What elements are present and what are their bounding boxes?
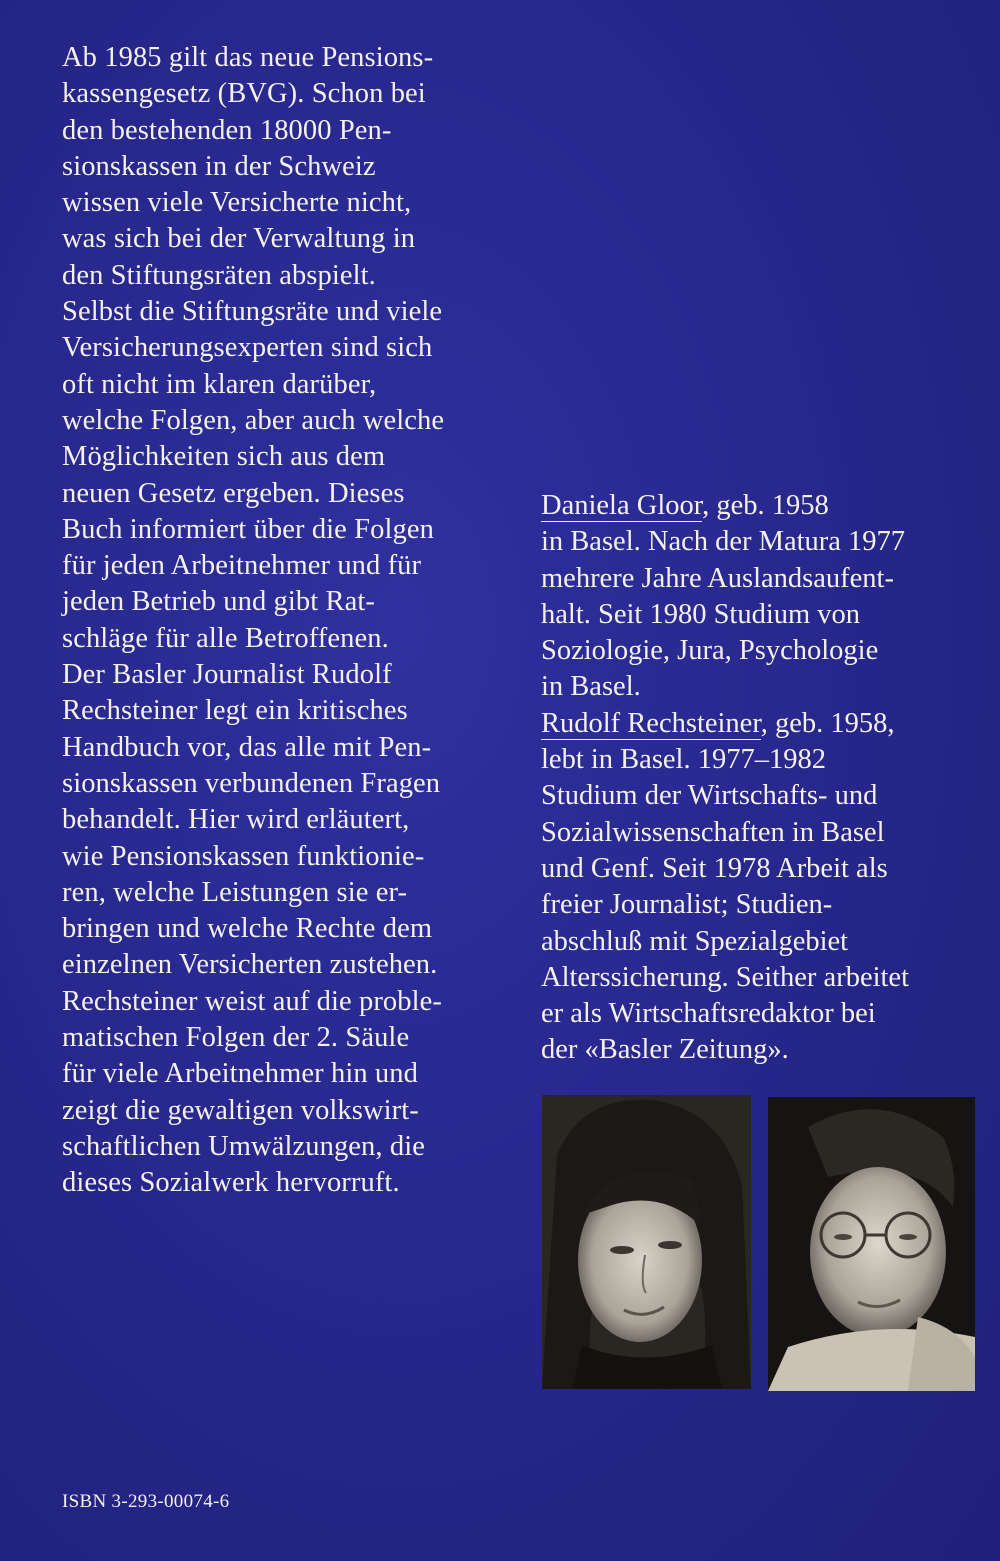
blurb-line: einzelnen Versicherten zustehen. [62, 949, 438, 981]
bio-rechsteiner-line: Sozialwissenschaften in Basel [541, 816, 885, 848]
blurb-line: Selbst die Stiftungsräte und viele [62, 296, 443, 328]
blurb-line: behandelt. Hier wird erläutert, [62, 804, 410, 836]
bio-rechsteiner-line: der «Basler Zeitung». [541, 1034, 789, 1066]
bio-gloor-line: in Basel. Nach der Matura 1977 [541, 526, 906, 558]
bio-rechsteiner-first-line: Rudolf Rechsteiner, geb. 1958, [541, 707, 895, 739]
blurb-line: matischen Folgen der 2. Säule [62, 1022, 410, 1054]
bio-gloor-line: halt. Seit 1980 Studium von [541, 598, 861, 630]
blurb-line: für jeden Arbeitnehmer und für [62, 550, 422, 582]
blurb-line: sionskassen verbundenen Fragen [62, 767, 441, 799]
isbn: ISBN 3-293-00074-6 [62, 1491, 230, 1512]
blurb-line: Möglichkeiten sich aus dem [62, 441, 386, 473]
blurb-line: für viele Arbeitnehmer hin und [62, 1058, 418, 1090]
author-bios [541, 488, 981, 1069]
blurb-line: sionskassen in der Schweiz [62, 150, 376, 182]
bio-rechsteiner-text [541, 742, 981, 1069]
blurb-line: Versicherungsexperten sind sich [62, 332, 433, 364]
blurb-line: Rechsteiner weist auf die proble- [62, 985, 442, 1017]
bio-rechsteiner-line: freier Journalist; Studien- [541, 889, 833, 921]
blurb-text [62, 40, 522, 1202]
author-name-rechsteiner: Rudolf Rechsteiner [541, 707, 761, 739]
bio-gloor-line: mehrere Jahre Auslandsaufent- [541, 562, 894, 594]
blurb-line: schaftlichen Umwälzungen, die [62, 1130, 425, 1162]
bio-rechsteiner-line: abschluß mit Spezialgebiet [541, 925, 849, 957]
bio-gloor-text [541, 524, 981, 705]
blurb-line: Buch informiert über die Folgen [62, 513, 434, 545]
blurb-line: wissen viele Versicherte nicht, [62, 187, 412, 219]
blurb-line: den bestehenden 18000 Pen- [62, 114, 392, 146]
blurb-line: dieses Sozialwerk hervorruft. [62, 1167, 400, 1199]
author-name-gloor: Daniela Gloor [541, 490, 703, 521]
blurb-line: schläge für alle Betroffenen. [62, 622, 389, 654]
author-photo-rechsteiner [768, 1097, 975, 1391]
blurb-line: was sich bei der Verwaltung in [62, 223, 416, 255]
blurb-line: welche Folgen, aber auch welche [62, 404, 445, 436]
blurb-line: neuen Gesetz ergeben. Dieses [62, 477, 405, 509]
bio-rechsteiner-line: er als Wirtschaftsredaktor bei [541, 998, 876, 1030]
bio-gloor-first-line: Daniela Gloor, geb. 1958 [541, 490, 829, 521]
blurb-line: ren, welche Leistungen sie er- [62, 876, 408, 908]
blurb-line: Handbuch vor, das alle mit Pen- [62, 731, 432, 763]
bio-gloor-line: in Basel. [541, 671, 641, 703]
blurb-line: Rechsteiner legt ein kritisches [62, 695, 408, 727]
bio-gloor-line: Soziologie, Jura, Psychologie [541, 635, 879, 667]
blurb-line: bringen und welche Rechte dem [62, 913, 433, 945]
blurb-line: Der Basler Journalist Rudolf [62, 659, 392, 691]
author-photo-gloor [542, 1095, 751, 1389]
bio-rechsteiner-line: Alterssicherung. Seither arbeitet [541, 961, 909, 993]
bio-rechsteiner-line: Studium der Wirtschafts- und [541, 780, 878, 812]
blurb-line: Ab 1985 gilt das neue Pensions- [62, 42, 434, 73]
blurb-line: zeigt die gewaltigen volkswirt- [62, 1094, 419, 1126]
blurb-line: oft nicht im klaren darüber, [62, 368, 377, 400]
bio-rechsteiner-line: lebt in Basel. 1977–1982 [541, 744, 826, 776]
bio-rechsteiner-line: und Genf. Seit 1978 Arbeit als [541, 852, 888, 884]
blurb-line: kassengesetz (BVG). Schon bei [62, 78, 426, 110]
blurb-line: wie Pensionskassen funktionie- [62, 840, 425, 872]
blurb-line: jeden Betrieb und gibt Rat- [62, 586, 375, 618]
blurb-line: den Stiftungsräten abspielt. [62, 259, 376, 291]
